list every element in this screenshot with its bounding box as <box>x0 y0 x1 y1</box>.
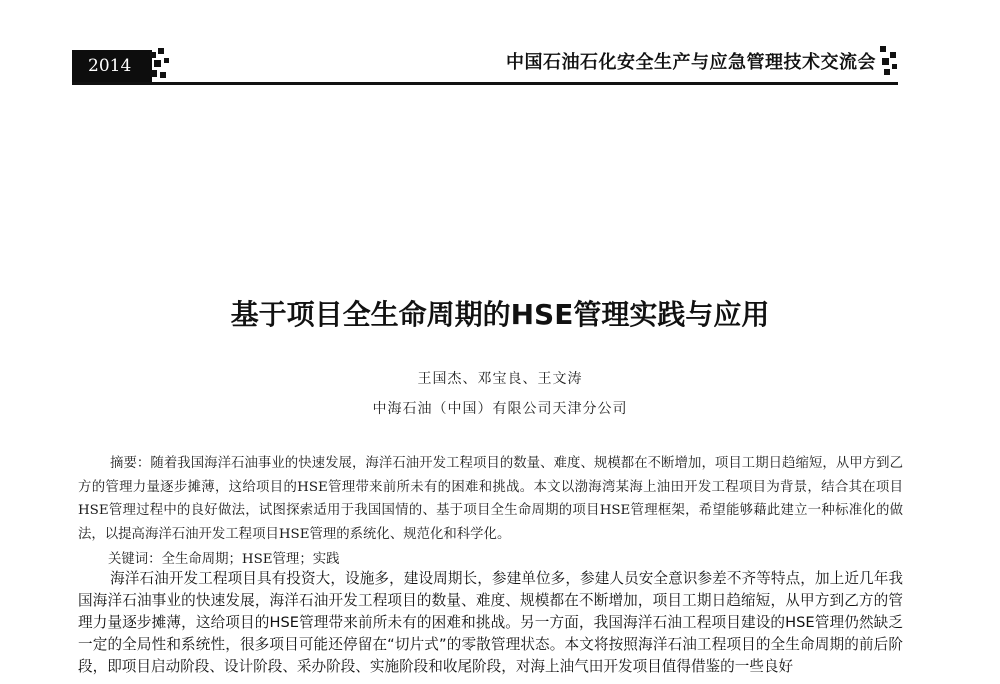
running-header <box>72 44 898 85</box>
abstract-text: 随着我国海洋石油事业的快速发展，海洋石油开发工程项目的数量、难度、规模都在不断增加，项目工期日趋缩短，从甲方到乙方的管理力量逐步摊薄，这给项目的HSE管理带来前所未有的困难和挑战。本文以渤海湾某海上油田开发工程项目为背景，结合其在项目HSE管理过程中的良好做法，试图探索适用于我国国情的、基于项目全生命周期的项目HSE管理框架，希望能够藉此建立一种标准化的做法，以提高海洋石油开发工程项目HSE管理的系统化、规范化和科学化。 <box>78 456 903 542</box>
header-conference-title: 中国石油石化安全生产与应急管理技术交流会 <box>506 52 876 73</box>
header-decoration-left <box>150 48 172 82</box>
keywords-text: 全生命周期；HSE管理；实践 <box>161 552 340 567</box>
abstract-label: 摘要： <box>110 456 151 471</box>
body-paragraph <box>78 568 903 678</box>
paper-title: 基于项目全生命周期的HSE管理实践与应用 <box>230 298 770 331</box>
keywords-label: 关键词： <box>108 552 162 567</box>
header-year: 2014 <box>72 50 152 82</box>
abstract <box>78 452 903 546</box>
authors: 王国杰、邓宝良、王文涛 <box>417 371 583 387</box>
affiliation: 中海石油（中国）有限公司天津分公司 <box>372 401 628 417</box>
header-decoration-right <box>878 44 900 78</box>
body-text: 海洋石油开发工程项目具有投资大，设施多，建设周期长，参建单位多，参建人员安全意识参差不齐等特点，加上近几年我国海洋石油事业的快速发展，海洋石油开发工程项目的数量、难度、规模都在不断增加，项目工期日趋缩短，从甲方到乙方的管理力量逐步摊薄，这给项目的HSE管理带来前所未有的困难和挑战。另一方面，我国海洋石油工程项目建设的HSE管理仍然缺乏一定的全局性和系统性，很多项目可能还停留在“切片式”的零散管理状态。本文将按照海洋石油工程项目的全生命周期的前后阶段，即项目启动阶段、设计阶段、采办阶段、实施阶段和收尾阶段，对海上油气田开发项目值得借鉴的一些良好 <box>78 570 903 675</box>
keywords <box>108 548 339 567</box>
